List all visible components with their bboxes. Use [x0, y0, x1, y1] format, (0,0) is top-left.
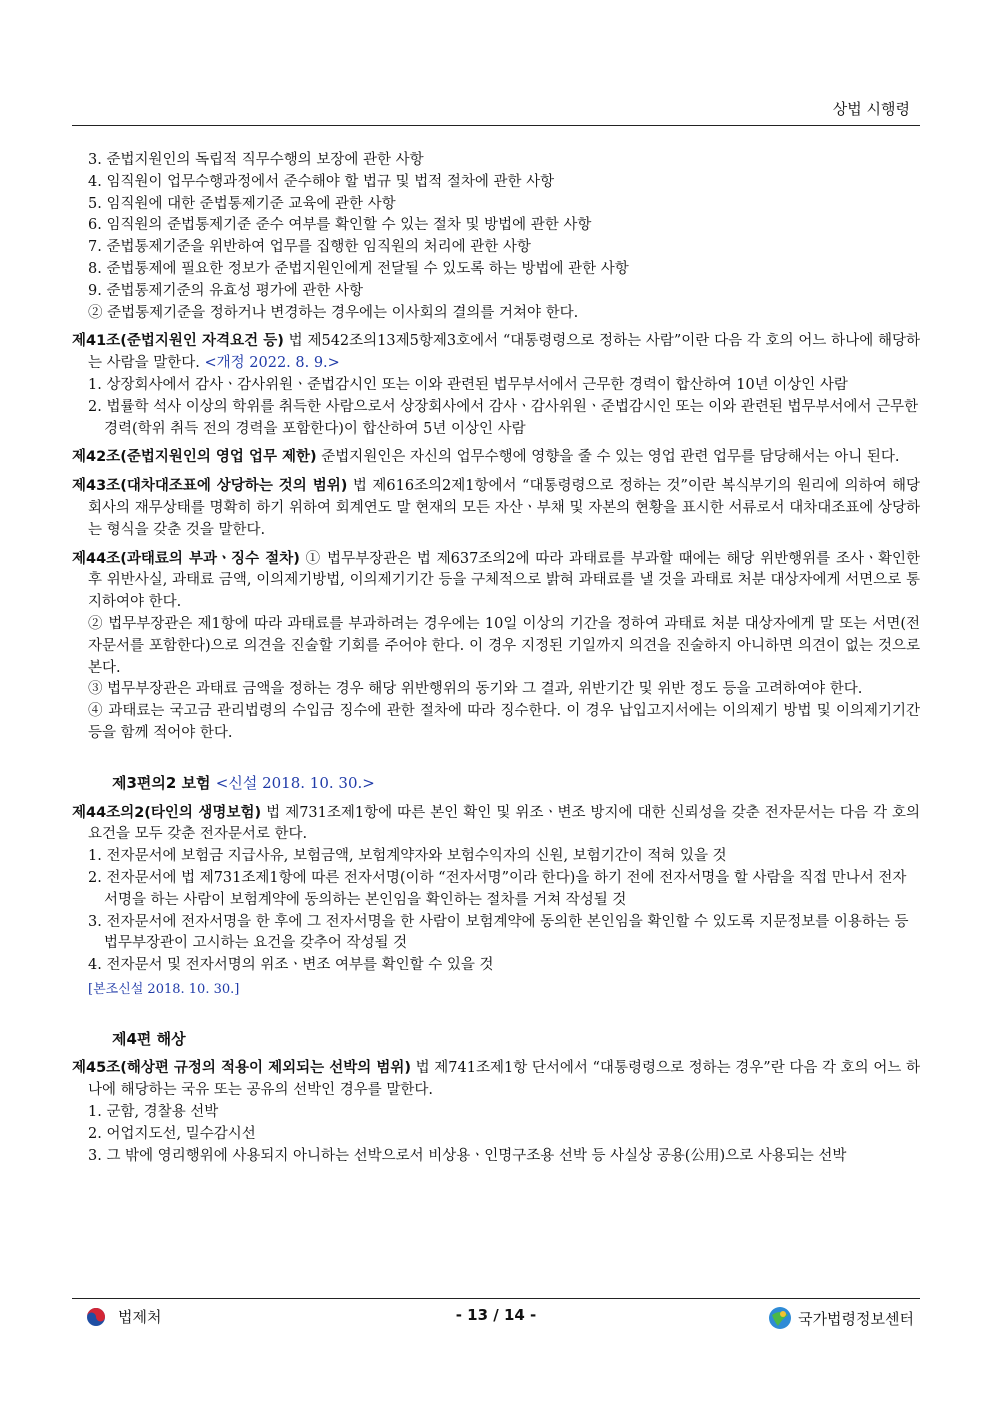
- article-43: [72, 476, 920, 541]
- article-heading: 제44조의2(타인의 생명보험): [72, 804, 262, 821]
- paragraph: ② 준법통제기준을 정하거나 변경하는 경우에는 이사회의 결의를 거쳐야 한다.: [88, 304, 579, 321]
- footer-org-name: 법제처: [118, 1308, 162, 1326]
- list-item: 2. 어업지도선, 밀수감시선: [88, 1125, 256, 1142]
- intro-item-list: [72, 150, 920, 324]
- list-item: 3. 준법지원인의 독립적 직무수행의 보장에 관한 사항: [88, 152, 424, 168]
- chapter-heading-3-2: [112, 773, 920, 795]
- footer-center-name: 국가법령정보센터: [798, 1309, 914, 1328]
- article-42: [72, 447, 920, 469]
- list-item: 8. 준법통제에 필요한 정보가 준법지원인에게 전달될 수 있도록 하는 방법에 관한 사항: [88, 260, 629, 277]
- article-44-2: [72, 803, 920, 847]
- list-item: 6. 임직원의 준법통제기준 준수 여부를 확인할 수 있는 절차 및 방법에 관한 사항: [88, 217, 592, 234]
- list-item: 7. 준법통제기준을 위반하여 업무를 집행한 임직원의 처리에 관한 사항: [88, 239, 531, 256]
- article-heading: 제45조(해상편 규정의 적용이 제외되는 선박의 범위): [72, 1060, 411, 1077]
- header-rule: [72, 125, 920, 126]
- article-text: 법 제616조의2제1항에서 “대통령령으로 정하는 것”이란 복식부기의 원리에 의하여 해당 회사의 재무상태를 명확히 하기 위하여 회계연도 말 현재의 모든 자산ㆍ부채 및 자본의 현황을 표시한 서류로서 대차대조표에 상당하는 형식을 갖춘 것을 말한다.: [88, 478, 921, 538]
- article-44: [72, 549, 920, 614]
- list-item: 2. 법률학 석사 이상의 학위를 취득한 사람으로서 상장회사에서 감사ㆍ감사위원ㆍ준법감시인 또는 이와 관련된 법무부서에서 근무한 경력(학위 취득 전의 경력을 포함한다)이 합산하여 5년 이상인 사람: [88, 398, 919, 437]
- globe-logo-icon: [768, 1306, 792, 1330]
- amendment-note: <신설 2018. 10. 30.>: [215, 773, 375, 792]
- article-45: [72, 1058, 920, 1102]
- list-item: 4. 전자문서 및 전자서명의 위조ㆍ변조 여부를 확인할 수 있을 것: [88, 957, 494, 974]
- paragraph: ② 법무부장관은 제1항에 따라 과태료를 부과하려는 경우에는 10일 이상의 기간을 정하여 과태료 처분 대상자에게 말 또는 서면(전자문서를 포함한다)으로 의견을 진술할 기회를 주어야 한다. 이 경우 지정된 기일까지 의견을 진술하지 아니하면 의견이 없는 것으로 본다.: [88, 615, 920, 676]
- page-header: 상법 시행령: [832, 100, 910, 118]
- page-footer: [72, 1306, 920, 1328]
- list-item: 4. 임직원이 업무수행과정에서 준수해야 할 법규 및 법적 절차에 관한 사항: [88, 173, 555, 190]
- list-item: 1. 전자문서에 보험금 지급사유, 보험금액, 보험계약자와 보험수익자의 신원, 보험기간이 적혀 있을 것: [88, 848, 727, 865]
- footer-right: [768, 1306, 914, 1330]
- footer-rule: [72, 1298, 920, 1299]
- list-item: 1. 상장회사에서 감사ㆍ감사위원ㆍ준법감시인 또는 이와 관련된 법무부서에서 근무한 경력이 합산하여 10년 이상인 사람: [88, 376, 848, 393]
- amendment-note: <개정 2022. 8. 9.>: [204, 355, 340, 372]
- article-41: [72, 331, 920, 375]
- article-heading: 제41조(준법지원인 자격요건 등): [72, 333, 284, 350]
- article-heading: 제43조(대차대조표에 상당하는 것의 범위): [72, 478, 348, 495]
- chapter-title: 제3편의2 보험: [112, 773, 211, 792]
- chapter-heading-4: [112, 1029, 920, 1051]
- article-text: 법 제741조제1항 단서에서 “대통령령으로 정하는 경우”란 다음 각 호의 어느 하나에 해당하는 국유 또는 공유의 선박인 경우를 말한다.: [88, 1060, 920, 1099]
- list-item: 1. 군함, 경찰용 선박: [88, 1104, 219, 1121]
- article-text: 법 제542조의13제5항제3호에서 “대통령령으로 정하는 사람”이란 다음 각 호의 어느 하나에 해당하는 사람을 말한다.: [88, 333, 920, 372]
- list-item: 5. 임직원에 대한 준법통제기준 교육에 관한 사항: [88, 195, 396, 212]
- list-item: 2. 전자문서에 법 제731조제1항에 따른 전자서명(이하 “전자서명”이라 한다)을 하기 전에 전자서명을 할 사람을 직접 만나서 전자서명을 하는 사람이 보험계약에 동의하는 본인임을 확인하는 절차를 거쳐 작성될 것: [88, 869, 907, 908]
- article-heading: 제44조(과태료의 부과ㆍ징수 절차): [72, 550, 300, 567]
- list-item: 9. 준법통제기준의 유효성 평가에 관한 사항: [88, 282, 363, 299]
- page-number: - 13 / 14 -: [455, 1306, 537, 1324]
- list-item: 3. 그 밖에 영리행위에 사용되지 아니하는 선박으로서 비상용ㆍ인명구조용 선박 등 사실상 공용(公用)으로 사용되는 선박: [88, 1147, 847, 1164]
- document-body: [72, 150, 920, 1167]
- article-text: ① 법무부장관은 법 제637조의2에 따라 과태료를 부과할 때에는 해당 위반행위를 조사ㆍ확인한 후 위반사실, 과태료 금액, 이의제기방법, 이의제기기간 등을 구체적으로 밝혀 과태료를 낼 것을 과태료 처분 대상자에게 서면으로 통지하여야 한다.: [88, 550, 920, 611]
- enactment-note: [본조신설 2018. 10. 30.]: [88, 981, 240, 997]
- chapter-title: 제4편 해상: [112, 1029, 186, 1048]
- paragraph: ④ 과태료는 국고금 관리법령의 수입금 징수에 관한 절차에 따라 징수한다. 이 경우 납입고지서에는 이의제기 방법 및 이의제기기간 등을 함께 적어야 한다.: [88, 703, 920, 741]
- list-item: 3. 전자문서에 전자서명을 한 후에 그 전자서명을 한 사람이 보험계약에 동의한 본인임을 확인할 수 있도록 지문정보를 이용하는 등 법무부장관이 고시하는 요건을 갖추어 작성될 것: [88, 913, 909, 952]
- article-heading: 제42조(준법지원인의 영업 업무 제한): [72, 449, 317, 466]
- article-text: 법 제731조제1항에 따른 본인 확인 및 위조ㆍ변조 방지에 대한 신뢰성을 갖춘 전자문서는 다음 각 호의 요건을 모두 갖춘 전자문서로 한다.: [88, 804, 921, 843]
- paragraph: ③ 법무부장관은 과태료 금액을 정하는 경우 해당 위반행위의 동기와 그 결과, 위반기간 및 위반 정도 등을 고려하여야 한다.: [88, 681, 863, 698]
- article-text: 준법지원인은 자신의 업무수행에 영향을 줄 수 있는 영업 관련 업무를 담당해서는 아니 된다.: [316, 449, 900, 466]
